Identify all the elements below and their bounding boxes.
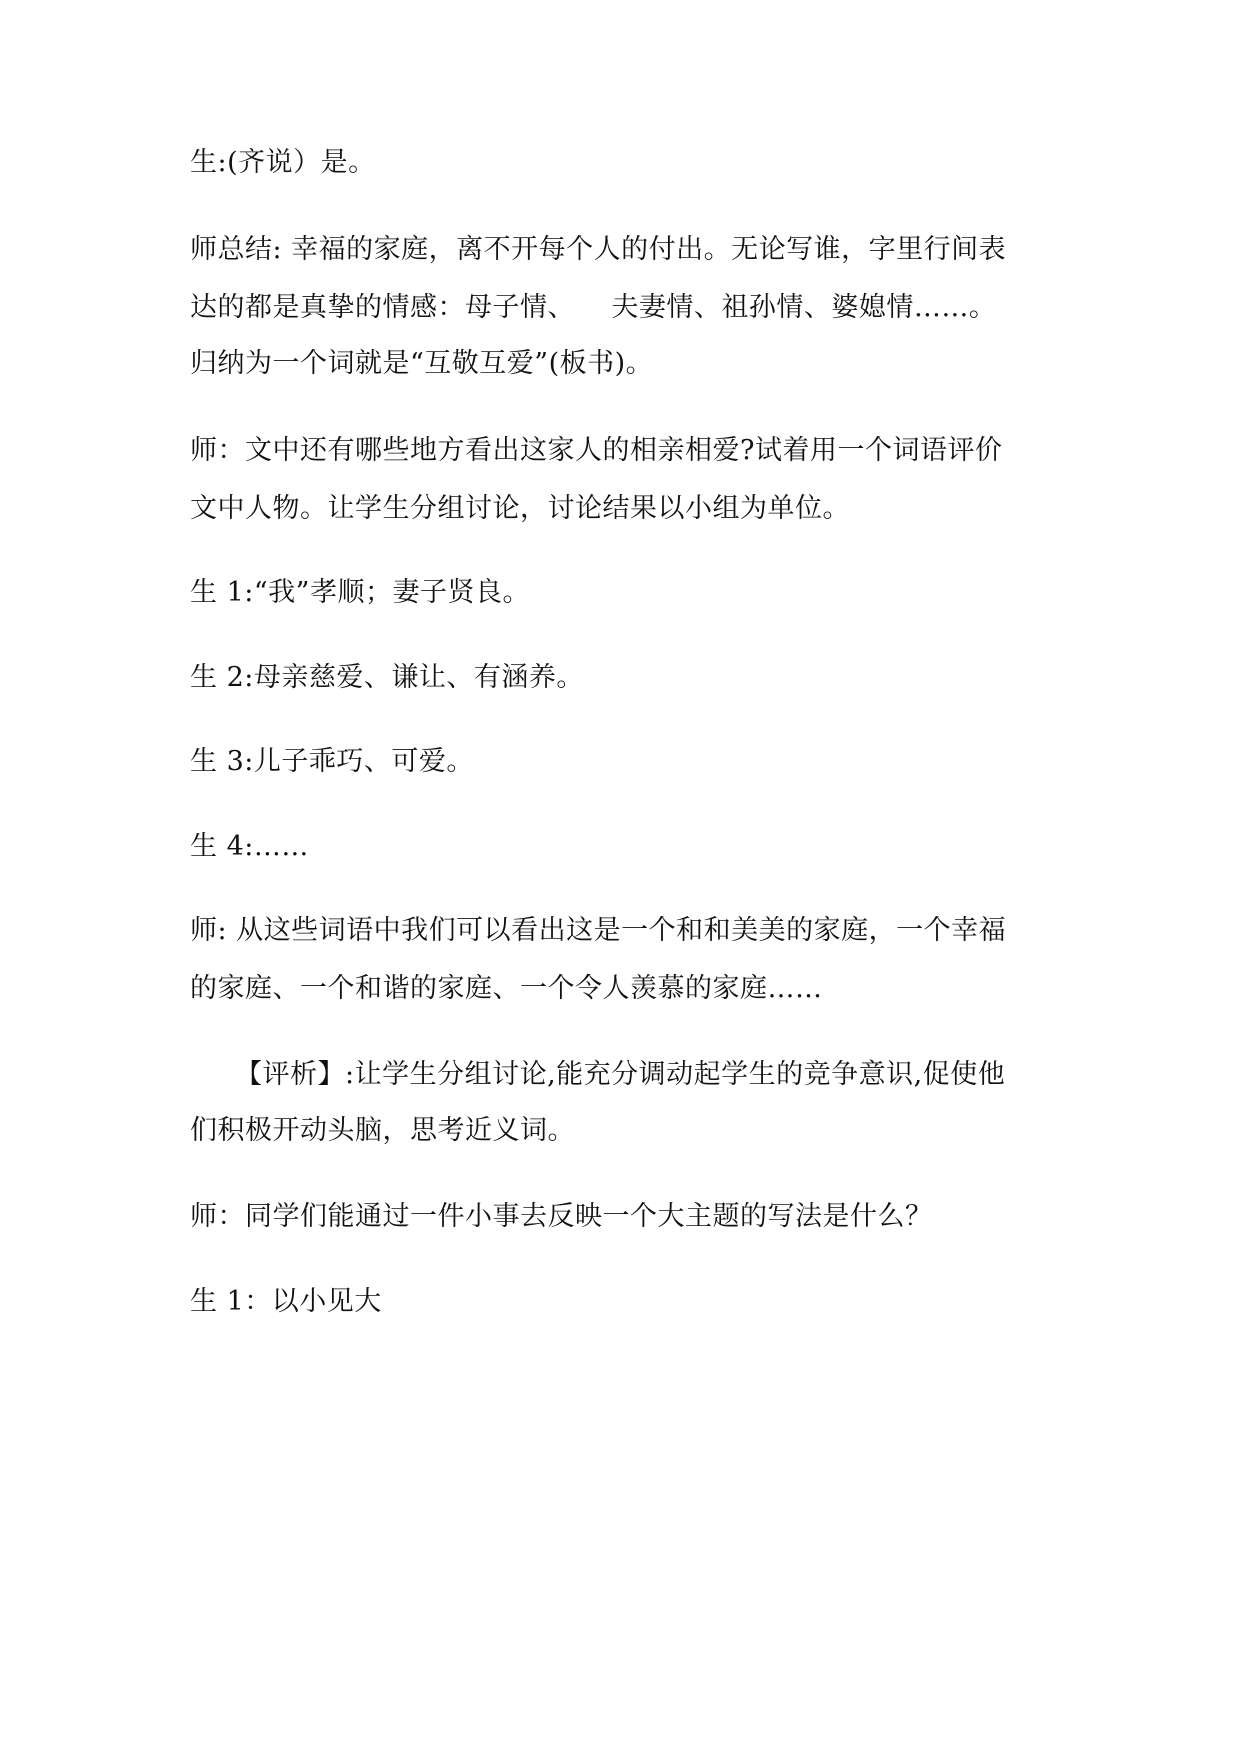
- paragraph-line: 生 3:儿子乖巧、可爱。: [190, 746, 474, 777]
- paragraph-line: 生 2:母亲慈爱、谦让、有涵养。: [190, 662, 584, 693]
- paragraph-line: 生:(齐说）是。: [190, 147, 376, 178]
- paragraph-line: 归纳为一个词就是“互敬互爱”(板书)。: [190, 348, 654, 379]
- paragraph-line: 达的都是真挚的情感：母子情、 夫妻情、祖孙情、婆媳情……。: [190, 292, 997, 323]
- paragraph-line: 生 4:……: [190, 831, 309, 862]
- paragraph-line: 师：文中还有哪些地方看出这家人的相亲相爱?试着用一个词语评价: [190, 435, 1003, 466]
- paragraph-line: 【评析】:让学生分组讨论,能充分调动起学生的竞争意识,促使他: [235, 1059, 1006, 1090]
- paragraph-line: 师总结: 幸福的家庭，离不开每个人的付出。无论写谁，字里行间表: [190, 234, 1007, 265]
- paragraph-line: 师：同学们能通过一件小事去反映一个大主题的写法是什么？: [190, 1201, 933, 1232]
- paragraph-line: 的家庭、一个和谐的家庭、一个令人羡慕的家庭……: [190, 973, 823, 1004]
- paragraph-line: 文中人物。让学生分组讨论，讨论结果以小组为单位。: [190, 493, 850, 524]
- paragraph-line: 们积极开动头脑，思考近义词。: [190, 1115, 575, 1146]
- paragraph-line: 生 1：以小见大: [190, 1286, 382, 1317]
- paragraph-line: 师: 从这些词语中我们可以看出这是一个和和美美的家庭，一个幸福: [190, 915, 1007, 946]
- paragraph-line: 生 1:“我”孝顺；妻子贤良。: [190, 577, 530, 608]
